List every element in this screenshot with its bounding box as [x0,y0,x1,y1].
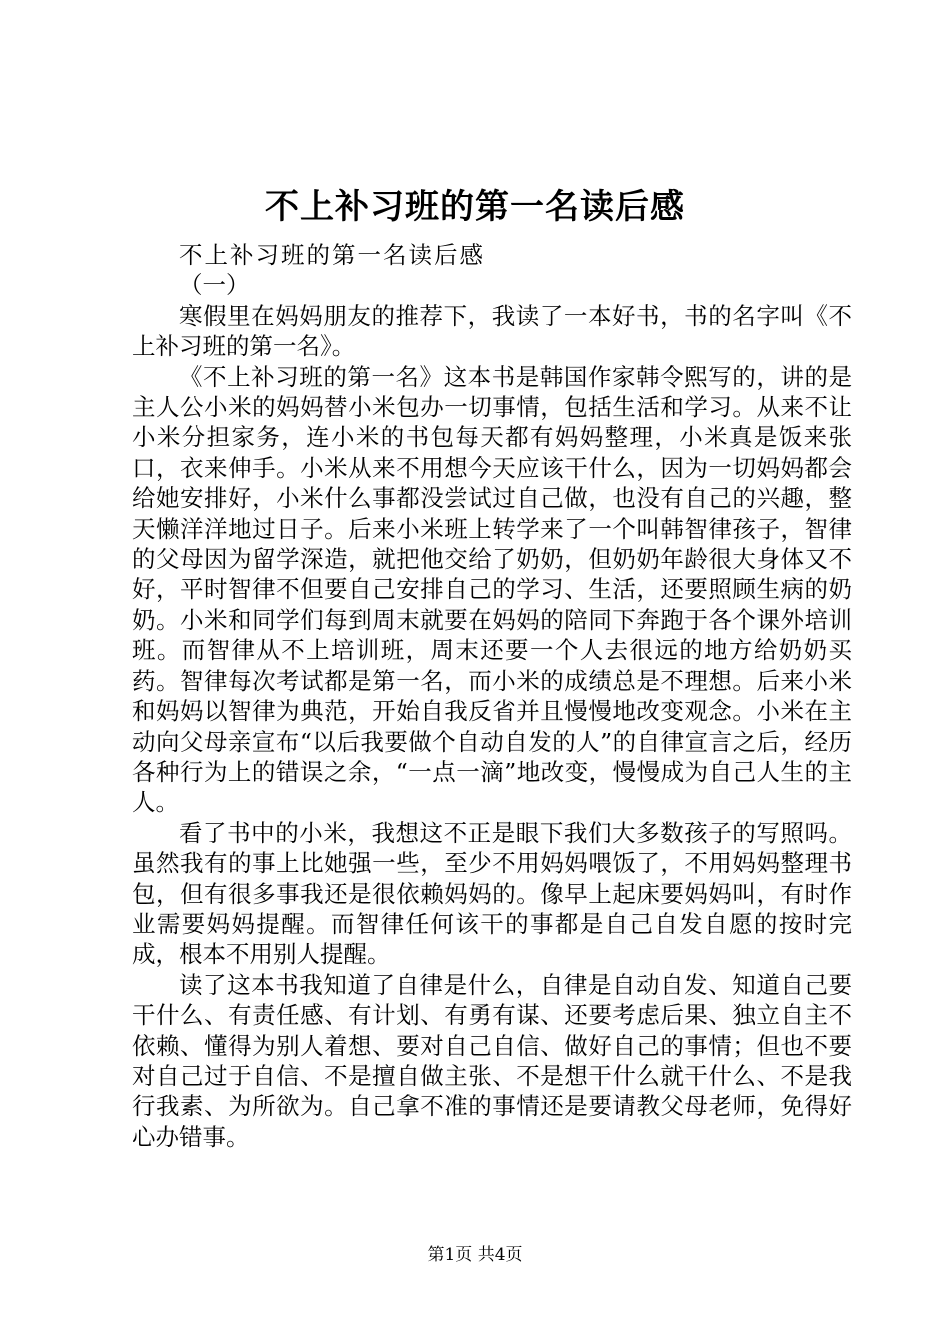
paragraph: 看了书中的小米，我想这不正是眼下我们大多数孩子的写照吗。虽然我有的事上比她强一些，至少不用妈妈喂饭了，不用妈妈整理书包，但有很多事我还是很依赖妈妈的。像早上起床要妈妈叫，有时作业需要妈妈提醒。而智律任何该干的事都是自己自发自愿的按时完成，根本不用别人提醒。 [132,818,852,969]
page-footer: 第1页 共4页 [427,1245,523,1265]
section-number: （一） [179,271,250,300]
page-title: 不上补习班的第一名读后感 [265,187,685,227]
paragraph: 《不上补习班的第一名》这本书是韩国作家韩令熙写的，讲的是主人公小米的妈妈替小米包办一切事情，包括生活和学习。从来不让小米分担家务，连小米的书包每天都有妈妈整理，小米真是饭来张口，衣来伸手。小米从来不用想今天应该干什么，因为一切妈妈都会给她安排好，小米什么事都没尝试过自己做，也没有自己的兴趣，整天懒洋洋地过日子。后来小米班上转学来了一个叫韩智律孩子，智律的父母因为留学深造，就把他交给了奶奶，但奶奶年龄很大身体又不好，平时智律不但要自己安排自己的学习、生活，还要照顾生病的奶奶。小米和同学们每到周末就要在妈妈的陪同下奔跑于各个课外培训班。而智律从不上培训班，周末还要一个人去很远的地方给奶奶买药。智律每次考试都是第一名，而小米的成绩总是不理想。后来小米和妈妈以智律为典范，开始自我反省并且慢慢地改变观念。小米在主动向父母亲宣布“以后我要做个自动自发的人”的自律宣言之后，经历各种行为上的错误之余，“一点一滴”地改变，慢慢成为自己人生的主人。 [132,362,852,817]
paragraph: 寒假里在妈妈朋友的推荐下，我读了一本好书，书的名字叫《不上补习班的第一名》。 [132,301,852,361]
subtitle: 不上补习班的第一名读后感 [179,241,485,269]
document-body [132,240,852,1152]
paragraph: 读了这本书我知道了自律是什么，自律是自动自发、知道自己要干什么、有责任感、有计划、有勇有谋、还要考虑后果、独立自主不依赖、懂得为别人着想、要对自己自信、做好自己的事情；但也不要对自己过于自信、不是擅自做主张、不是想干什么就干什么、不是我行我素、为所欲为。自己拿不准的事情还是要请教父母老师，免得好心办错事。 [132,970,852,1151]
